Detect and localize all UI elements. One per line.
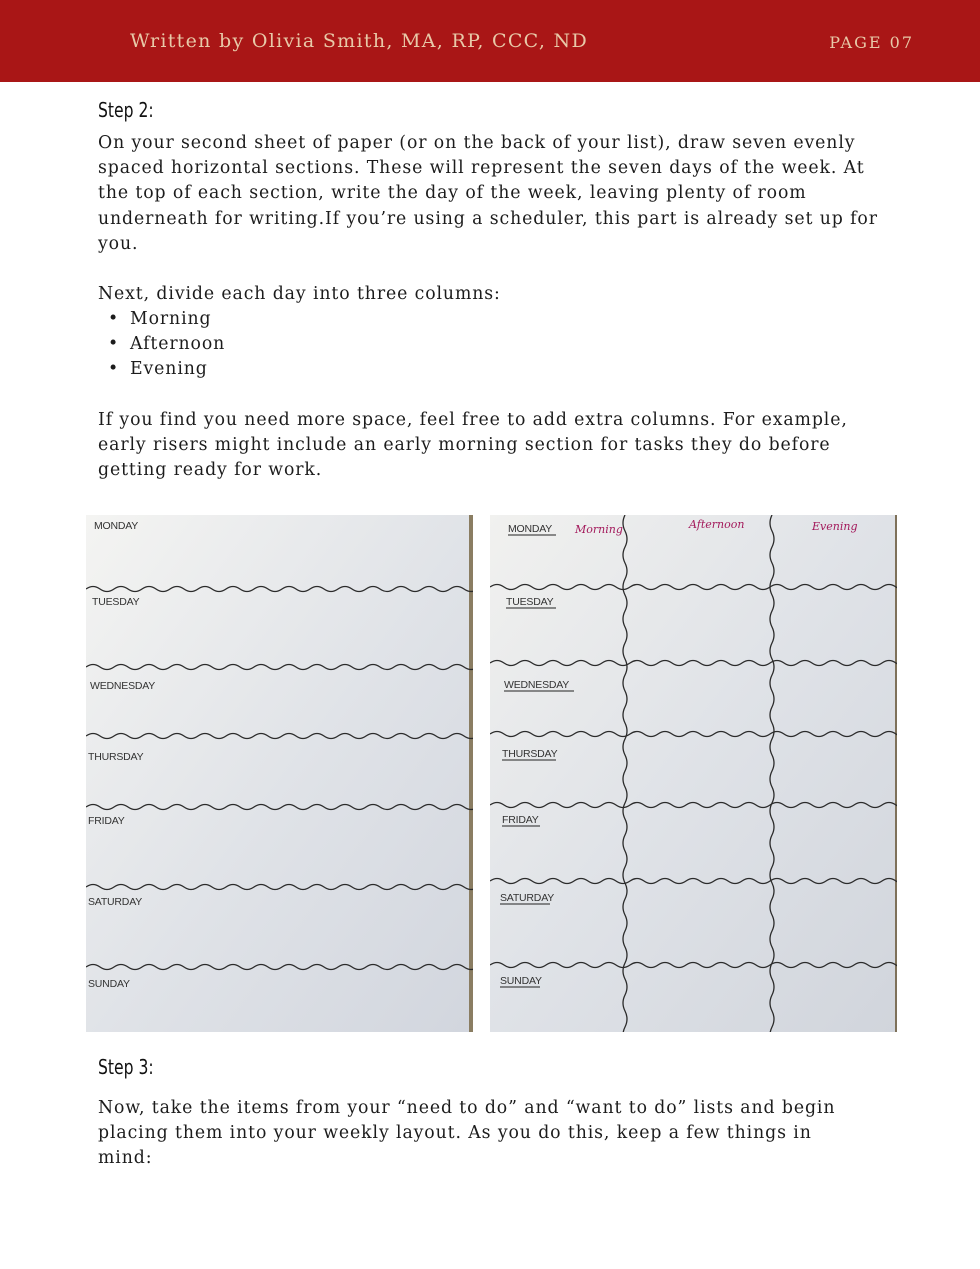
day-label: TUESDAY (92, 596, 140, 608)
day-label: FRIDAY (502, 814, 539, 826)
page-number: PAGE 07 (829, 33, 914, 52)
day-label: WEDNESDAY (504, 679, 570, 691)
day-label: TUESDAY (506, 596, 554, 608)
step-2-intro: On your second sheet of paper (or on the back of your list), draw seven evenly spaced horizontal sections. These will represent the seven days of the week. At the top of each section, write the day of the week, leaving plenty of room underneath for writing.If you’re using a scheduler, this part is already set up for you. (98, 133, 878, 254)
day-label: FRIDAY (88, 815, 125, 827)
day-label: SUNDAY (88, 978, 130, 990)
list-item: • Afternoon (106, 332, 225, 357)
author-line: Written by Olivia Smith, MA, RP, CCC, ND (130, 30, 588, 52)
weekly-sections-photo (86, 515, 473, 1032)
day-label: THURSDAY (502, 748, 558, 760)
day-label: SATURDAY (500, 892, 555, 904)
columns-intro: Next, divide each day into three columns: (98, 284, 501, 304)
step-3-heading: Step 3: (98, 1055, 154, 1079)
day-label: SATURDAY (88, 896, 143, 908)
columns-list (106, 307, 225, 383)
day-label: THURSDAY (88, 751, 144, 763)
day-label: SUNDAY (500, 975, 542, 987)
column-label: Afternoon (689, 518, 745, 531)
page-header (0, 0, 980, 82)
list-item: • Morning (106, 307, 225, 332)
day-label: MONDAY (508, 523, 553, 535)
column-label: Morning (575, 523, 623, 536)
list-item: • Evening (106, 357, 225, 382)
weekly-columns-photo (490, 515, 897, 1032)
day-label: MONDAY (94, 520, 139, 532)
day-label: WEDNESDAY (90, 680, 156, 692)
extra-columns-note: If you find you need more space, feel free to add extra columns. For example, early risers might include an early morning section for tasks they do before getting ready for work. (98, 410, 848, 481)
step-3-body: Now, take the items from your “need to do” and “want to do” lists and begin placing them into your weekly layout. As you do this, keep a few things in mind: (98, 1098, 836, 1169)
step-2-heading: Step 2: (98, 98, 154, 122)
column-label: Evening (812, 520, 858, 533)
